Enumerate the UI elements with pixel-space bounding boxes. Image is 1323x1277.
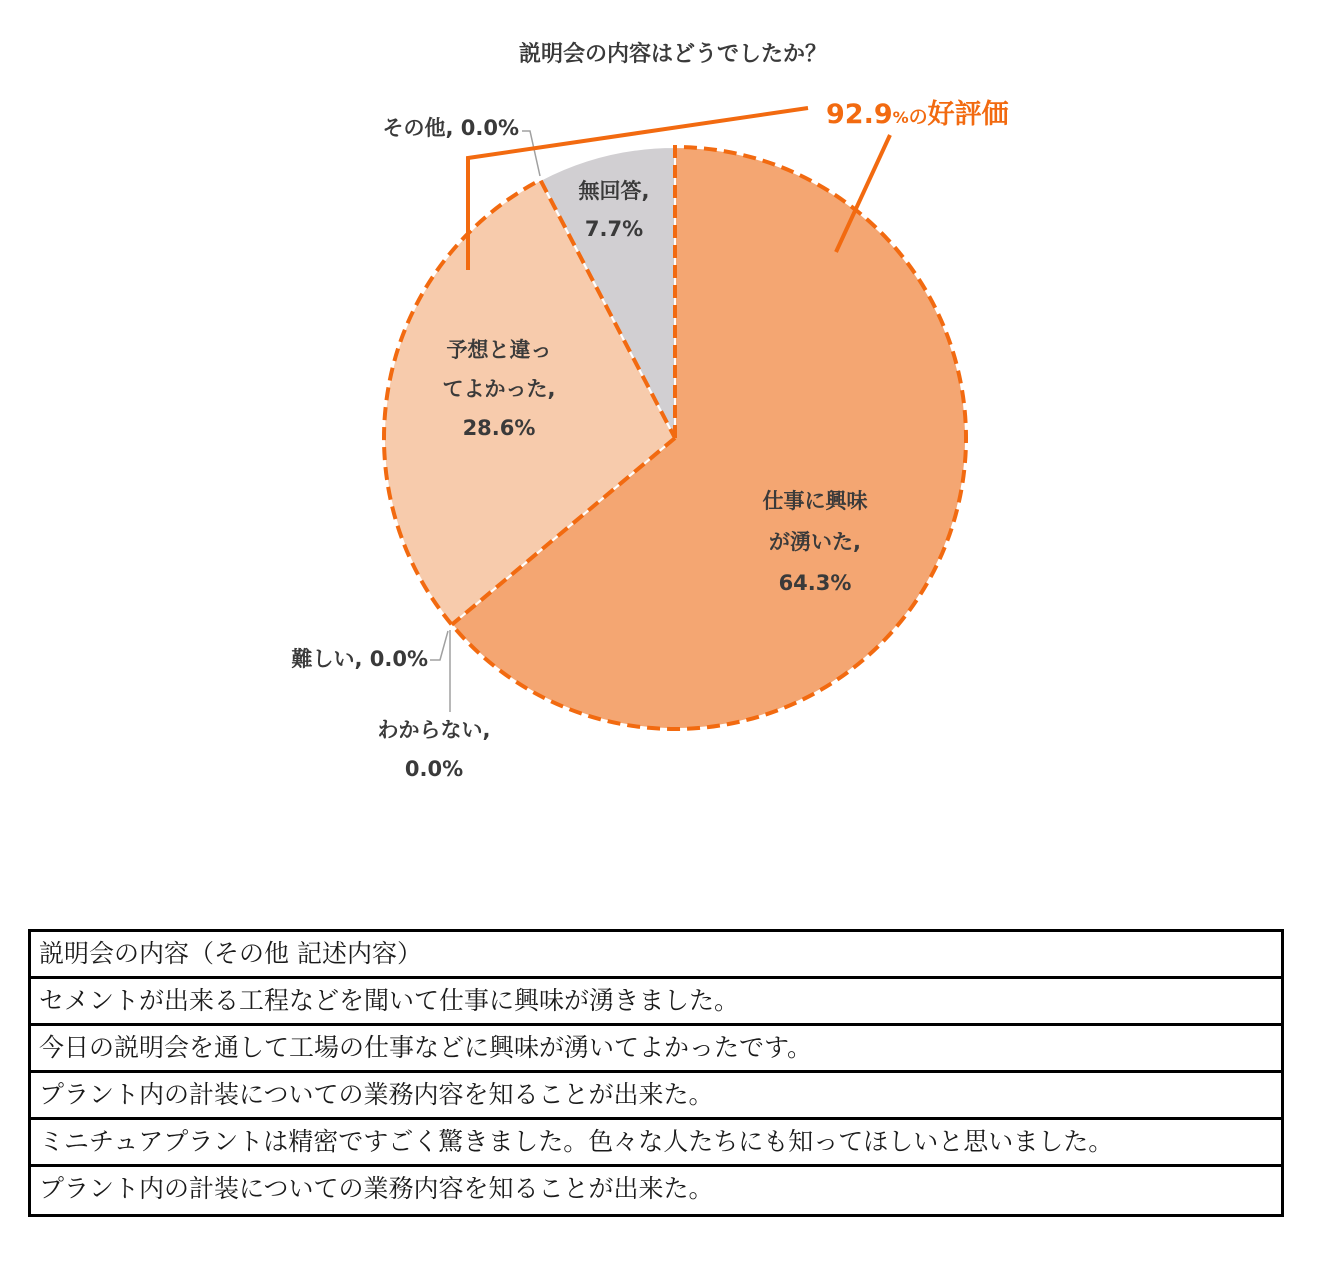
annotation-text: 92.9%の好評価	[826, 99, 1009, 130]
comment-row: セメントが出来る工程などを聞いて仕事に興味が湧きました。	[31, 979, 1281, 1026]
slice-value: 0.0%	[404, 757, 464, 781]
slice-label: わからない, 0.0%	[377, 718, 491, 781]
comment-row: ミニチュアプラントは精密ですごく驚きました。色々な人たちにも知ってほしいと思いました。	[31, 1120, 1281, 1167]
comments-header: 説明会の内容（その他 記述内容）	[31, 932, 1281, 979]
slice-label: 仕事に興味が湧いた, 64.3%	[762, 489, 868, 595]
slice-value: 7.7%	[584, 217, 644, 241]
slice-label: 予想と違ってよかった, 28.6%	[442, 338, 556, 440]
slice-value: 64.3%	[778, 571, 852, 595]
leader-line	[522, 131, 540, 176]
leader-line	[430, 631, 448, 660]
slice-label: 無回答, 7.7%	[578, 179, 650, 241]
slice-label: 難しい, 0.0%	[291, 647, 428, 671]
comment-row: 今日の説明会を通して工場の仕事などに興味が湧いてよかったです。	[31, 1026, 1281, 1073]
slice-label: その他, 0.0%	[382, 116, 519, 140]
comments-table	[28, 929, 1284, 1217]
comment-row: プラント内の計装についての業務内容を知ることが出来た。	[31, 1073, 1281, 1120]
comment-row: プラント内の計装についての業務内容を知ることが出来た。	[39, 1174, 714, 1203]
slice-value: 28.6%	[462, 416, 536, 440]
chart-title: 説明会の内容はどうでしたか？	[518, 42, 828, 67]
